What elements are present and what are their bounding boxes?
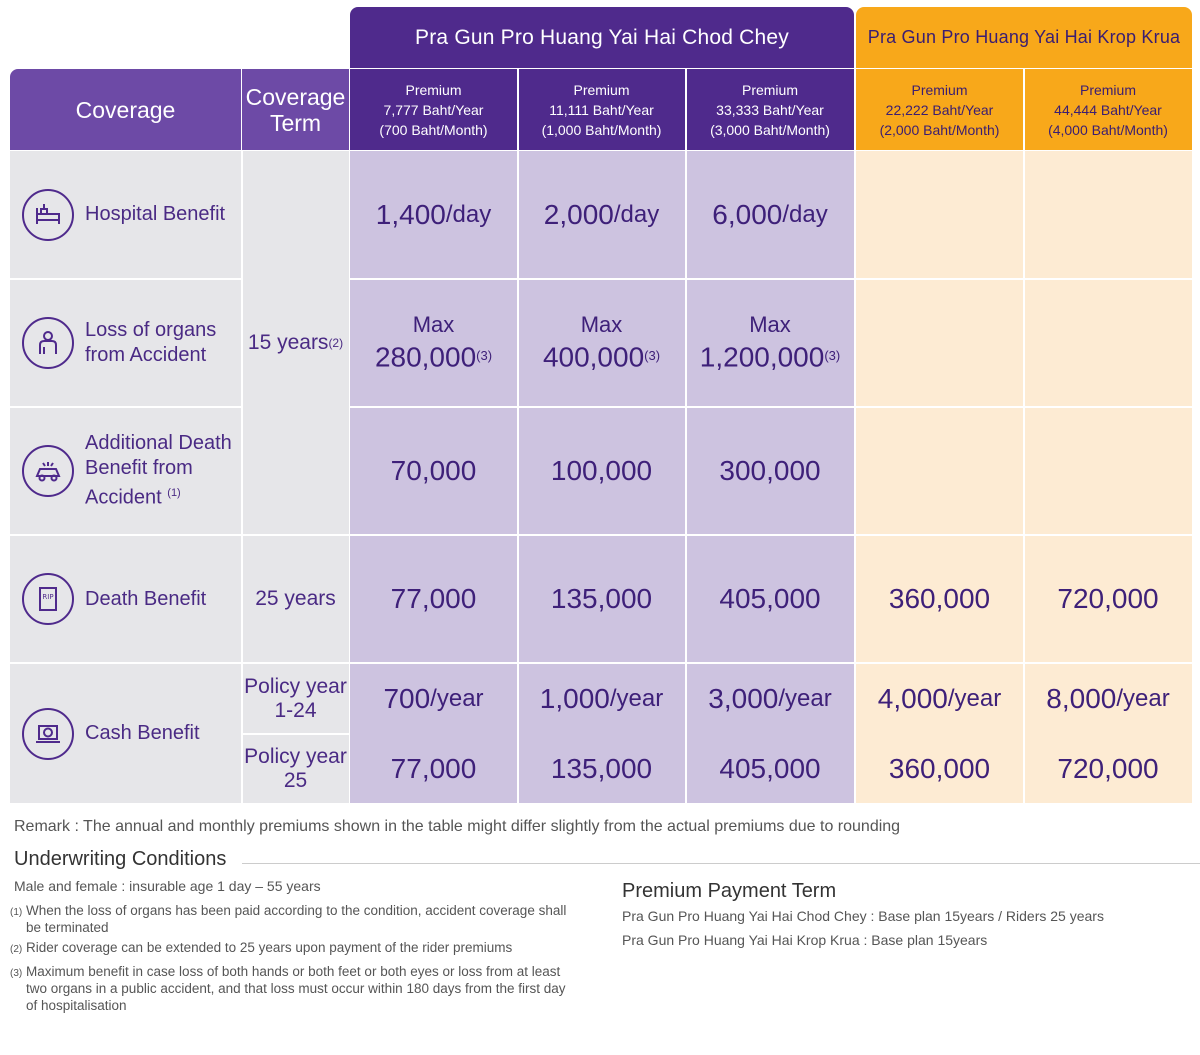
value-unit: /day <box>782 200 828 228</box>
death-value-1 <box>350 536 517 662</box>
premium-header-3 <box>686 69 854 150</box>
footnote-marker: (3) <box>10 968 23 979</box>
cash-benefit-label: Cash Benefit <box>85 722 200 744</box>
plan-title-chod-chey: Pra Gun Pro Huang Yai Hai Chod Chey <box>415 25 789 49</box>
loss-of-organs-label-line1: Loss of organs <box>85 319 217 341</box>
term-25-text: 25 years <box>255 587 336 610</box>
additional-death-label <box>85 431 232 511</box>
value-number: 720,000 <box>1057 753 1159 784</box>
hospital-bed-icon <box>22 189 74 241</box>
value-number: 360,000 <box>888 753 991 784</box>
note-text: two organs in a public accident, and that loss must occur within 180 days from the first day <box>26 981 566 996</box>
death-value-2 <box>518 536 685 662</box>
row-additional-death-benefit <box>10 408 241 534</box>
car-crash-icon <box>22 445 74 497</box>
payment-term-line-1: Pra Gun Pro Huang Yai Hai Chod Chey : Base plan 15years / Riders 25 years <box>622 908 1104 924</box>
premium-yearly: 33,333 Baht/Year <box>716 101 824 118</box>
additional-death-label-line2: Benefit from <box>85 457 193 480</box>
note-text: of hospitalisation <box>26 998 127 1013</box>
hospital-value-1 <box>350 151 517 278</box>
death-benefit-label: Death Benefit <box>85 587 207 610</box>
value-number: 720,000 <box>1057 583 1159 614</box>
underwriting-note-1 <box>10 902 600 936</box>
term-15-text: 15 years <box>247 330 329 354</box>
premium-label: Premium <box>911 81 968 98</box>
cash-yearly-value-1 <box>350 664 517 733</box>
organs-value-2 <box>518 280 685 406</box>
policy-year-range: 1-24 <box>274 698 317 722</box>
value-number: 3,000 <box>708 682 779 714</box>
premium-header-1 <box>350 69 517 150</box>
payment-term-line-2: Pra Gun Pro Huang Yai Hai Krop Krua : Base plan 15years <box>622 932 988 948</box>
policy-year-label: Policy year <box>244 674 347 698</box>
cash-yearly-value-5 <box>1024 664 1192 733</box>
row-cash-benefit <box>10 664 241 803</box>
premium-header-2 <box>518 69 685 150</box>
premium-label: Premium <box>405 81 462 98</box>
premium-monthly: (1,000 Baht/Month) <box>541 121 662 138</box>
rip-tombstone-icon <box>22 573 74 625</box>
cash-yearly-value-3 <box>686 664 854 733</box>
premium-monthly: (2,000 Baht/Month) <box>879 121 1000 138</box>
cash-final-value-3 <box>686 735 854 803</box>
policy-year-range: 25 <box>283 769 308 792</box>
term-15-footnote: (2) <box>328 335 344 350</box>
value-unit: /year <box>1116 684 1170 712</box>
value-number: 1,200,000 <box>699 341 825 373</box>
value-number: 400,000 <box>542 341 645 373</box>
premium-label: Premium <box>573 81 630 98</box>
premium-yearly: 44,444 Baht/Year <box>1054 101 1162 118</box>
additional-death-value-1 <box>350 408 517 534</box>
premium-yearly: 7,777 Baht/Year <box>383 101 484 118</box>
note-text: Rider coverage can be extended to 25 years upon payment of the rider premiums <box>26 940 513 955</box>
death-value-3 <box>686 536 854 662</box>
cash-yearly-value-2 <box>518 664 685 733</box>
term-policy-year-1-24 <box>242 664 349 733</box>
hospital-value-2 <box>518 151 685 278</box>
premium-label: Premium <box>1079 81 1136 98</box>
cash-final-value-4 <box>856 735 1023 803</box>
svg-text:RIP: RIP <box>42 593 54 601</box>
value-footnote: (3) <box>824 347 841 363</box>
note-text: Maximum benefit in case loss of both hands or both feet or both eyes or loss from at least <box>26 964 561 979</box>
cash-final-value-2 <box>518 735 685 803</box>
term-policy-year-25 <box>242 735 349 803</box>
underwriting-age: Male and female : insurable age 1 day – 55 years <box>14 878 321 894</box>
additional-death-footnote: (1) <box>167 487 181 500</box>
value-number: 100,000 <box>550 455 653 486</box>
coverage-term-column-header <box>242 69 349 150</box>
premium-monthly: (4,000 Baht/Month) <box>1048 121 1168 138</box>
value-footnote: (3) <box>476 347 493 363</box>
coverage-term-label-line1: Coverage <box>245 83 346 110</box>
value-number: 2,000 <box>543 198 614 230</box>
coverage-column-label: Coverage <box>75 96 176 123</box>
max-label: Max <box>749 311 791 337</box>
value-unit: /day <box>445 200 492 228</box>
hospital-value-3 <box>686 151 854 278</box>
max-label: Max <box>580 311 623 337</box>
value-number: 1,400 <box>375 198 446 230</box>
cash-yearly-value-4 <box>856 664 1023 733</box>
underwriting-note-3 <box>10 963 600 1014</box>
payment-term-title: Premium Payment Term <box>622 880 837 902</box>
cash-final-value-1 <box>350 735 517 803</box>
footnote-marker: (1) <box>10 907 23 918</box>
value-unit: /day <box>613 200 660 228</box>
coverage-column-header <box>10 69 241 150</box>
row-death-benefit <box>10 536 241 662</box>
value-number: 77,000 <box>390 753 477 784</box>
row-hospital-benefit <box>10 151 241 278</box>
additional-death-value-2 <box>518 408 685 534</box>
premium-label: Premium <box>741 81 798 98</box>
coverage-term-label-line2: Term <box>269 109 322 136</box>
value-number: 135,000 <box>550 753 653 784</box>
premium-monthly: (3,000 Baht/Month) <box>710 121 830 138</box>
value-number: 1,000 <box>539 682 610 714</box>
value-number: 77,000 <box>390 583 477 614</box>
hospital-benefit-label: Hospital Benefit <box>85 203 226 225</box>
value-number: 360,000 <box>888 583 991 614</box>
value-number: 405,000 <box>719 753 821 784</box>
plan-title-krop-krua: Pra Gun Pro Huang Yai Hai Krop Krua <box>867 27 1181 47</box>
value-number: 8,000 <box>1046 682 1117 714</box>
loss-of-organs-label <box>85 318 216 368</box>
term-25-years <box>242 536 349 662</box>
max-label: Max <box>412 311 455 337</box>
value-number: 4,000 <box>877 682 948 714</box>
value-footnote: (3) <box>644 347 661 363</box>
organs-value-3 <box>686 280 854 406</box>
loss-of-organs-label-line2: from Accident <box>85 344 207 366</box>
value-number: 280,000 <box>374 341 477 373</box>
value-unit: /year <box>947 684 1002 712</box>
premium-header-4 <box>856 69 1023 150</box>
remark-text: Remark : The annual and monthly premiums shown in the table might differ slightly from the actual premiums due to rounding <box>14 818 901 835</box>
death-value-5 <box>1024 536 1192 662</box>
value-unit: /year <box>609 684 664 712</box>
cash-laptop-icon <box>22 708 74 760</box>
organs-value-1 <box>350 280 517 406</box>
underwriting-divider <box>242 863 1200 864</box>
row-loss-of-organs <box>10 280 241 406</box>
value-number: 300,000 <box>719 455 821 486</box>
cash-final-value-5 <box>1024 735 1192 803</box>
death-value-4 <box>856 536 1023 662</box>
underwriting-note-2 <box>10 939 600 958</box>
value-number: 135,000 <box>550 583 653 614</box>
premium-header-5 <box>1024 69 1192 150</box>
note-text: When the loss of organs has been paid according to the condition, accident coverage shall <box>26 903 567 918</box>
footnote-marker: (2) <box>10 944 23 955</box>
additional-death-value-3 <box>686 408 854 534</box>
underwriting-title: Underwriting Conditions <box>14 848 227 870</box>
premium-monthly: (700 Baht/Month) <box>379 121 488 138</box>
value-number: 70,000 <box>390 455 477 486</box>
value-unit: /year <box>778 684 832 712</box>
term-15-years <box>242 151 349 534</box>
policy-year-label: Policy year <box>244 745 347 768</box>
plan-header-chod-chey <box>350 7 854 68</box>
additional-death-label-line1: Additional Death <box>85 432 232 455</box>
premium-yearly: 11,111 Baht/Year <box>549 101 654 118</box>
value-unit: /year <box>430 684 484 712</box>
value-number: 6,000 <box>712 198 783 230</box>
value-number: 700 <box>383 682 431 714</box>
plan-header-krop-krua <box>856 7 1192 68</box>
additional-death-label-line3: Accident <box>85 486 162 509</box>
note-text: be terminated <box>26 920 109 935</box>
injured-person-icon <box>22 317 74 369</box>
premium-yearly: 22,222 Baht/Year <box>885 101 994 118</box>
value-number: 405,000 <box>719 583 821 614</box>
